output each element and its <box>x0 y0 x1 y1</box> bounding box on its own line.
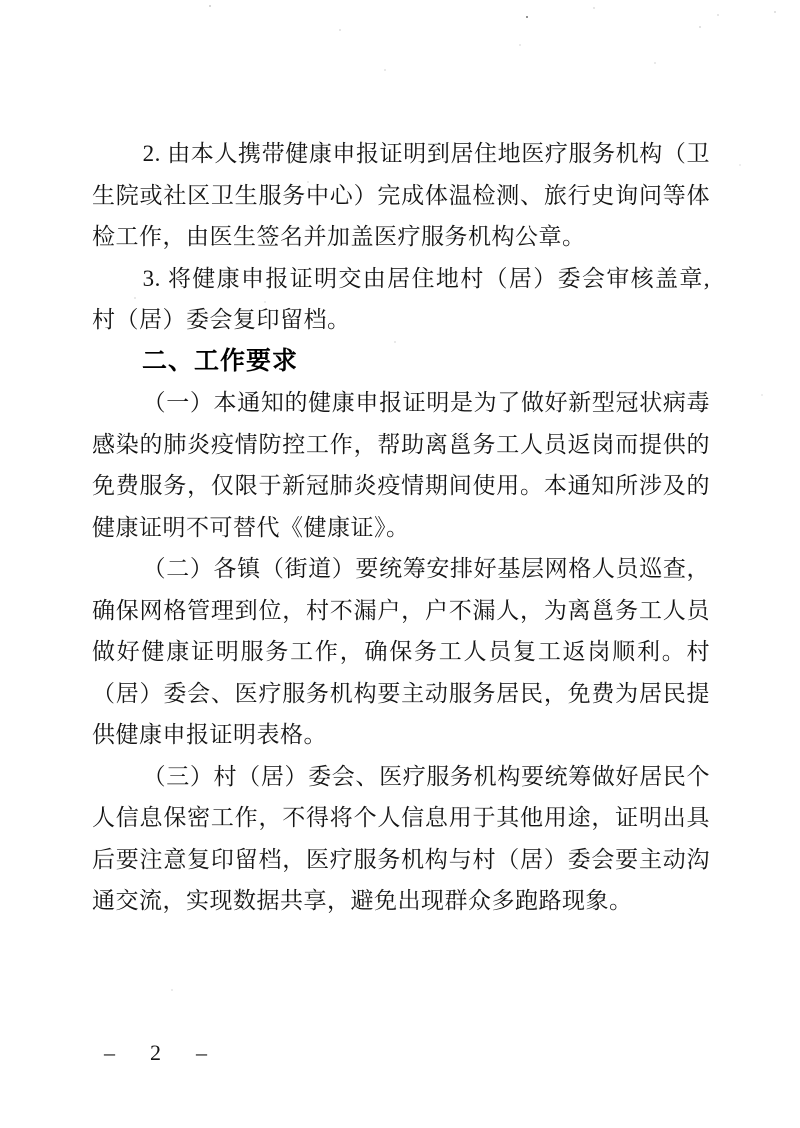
page-number: – 2 – <box>104 1040 215 1065</box>
paragraph-step-3: 3. 将健康申报证明交由居住地村（居）委会审核盖章,村（居）委会复印留档。 <box>92 265 710 332</box>
document-body <box>92 133 710 922</box>
paragraph-requirement-1: （一）本通知的健康申报证明是为了做好新型冠状病毒感染的肺炎疫情防控工作，帮助离邕务工人员返岗而提供的免费服务，仅限于新冠肺炎疫情期间使用。本通知所涉及的健康证明不可替代《健康证》。 <box>92 390 710 540</box>
paragraph-requirement-3: （三）村（居）委会、医疗服务机构要统筹做好居民个人信息保密工作，不得将个人信息用于其他用途，证明出具后要注意复印留档，医疗服务机构与村（居）委会要主动沟通交流，实现数据共享，避免出现群众多跑路现象。 <box>92 763 710 913</box>
paragraph-step-2: 2. 由本人携带健康申报证明到居住地医疗服务机构（卫生院或社区卫生服务中心）完成体温检测、旅行史询问等体检工作，由医生签名并加盖医疗服务机构公章。 <box>92 141 710 249</box>
section-heading-work-requirements: 二、工作要求 <box>142 346 299 375</box>
paragraph-requirement-2: （二）各镇（街道）要统筹安排好基层网格人员巡查，确保网格管理到位，村不漏户，户不漏人，为离邕务工人员做好健康证明服务工作，确保务工人员复工返岗顺利。村（居）委会、医疗服务机构要主动服务居民，免费为居民提供健康申报证明表格。 <box>92 556 710 747</box>
